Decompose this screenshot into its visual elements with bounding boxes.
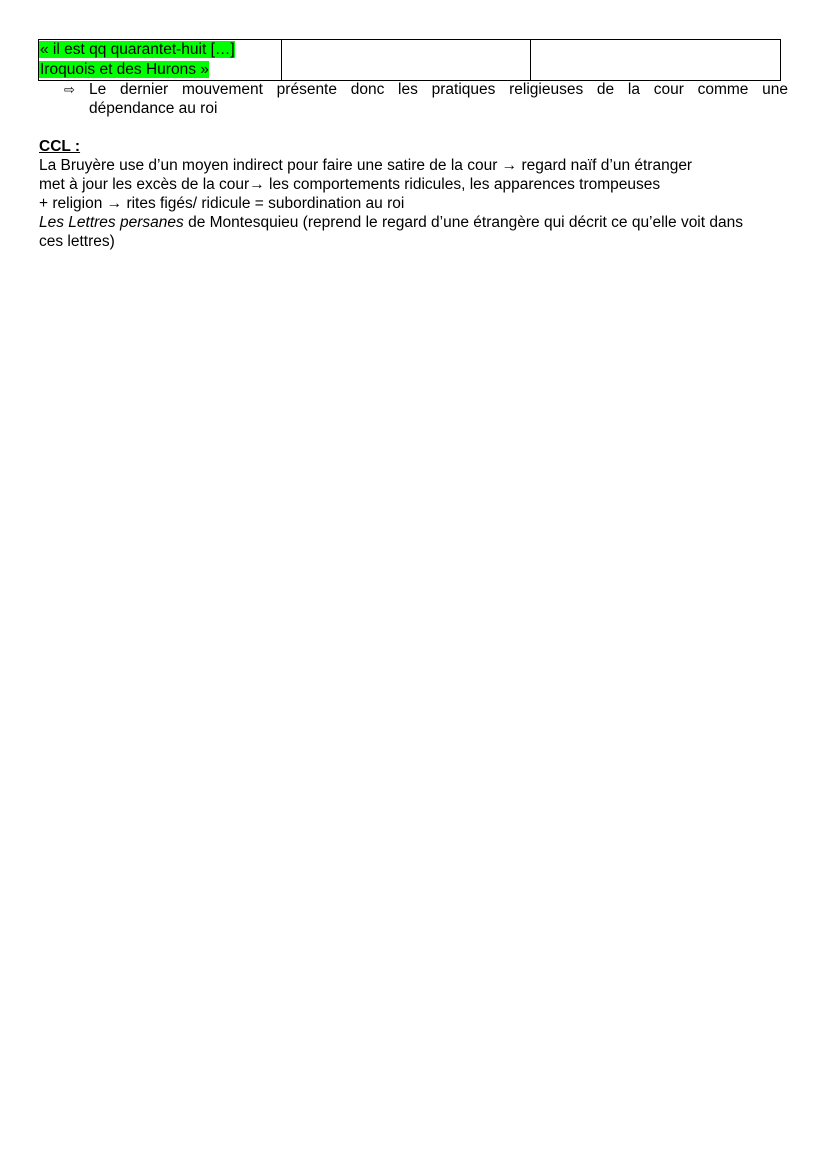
conclusion-line-4-rest: de Montesquieu (reprend le regard d’une étrangère qui décrit ce qu’elle voit dans bbox=[183, 214, 743, 231]
bullet-line-1: Le dernier mouvement présente donc les pratiques religieuses de la cour comme une bbox=[89, 81, 788, 98]
quote-line-1 bbox=[39, 40, 281, 60]
conclusion-section bbox=[39, 137, 791, 251]
outlined-right-arrow-icon: ⇨ bbox=[64, 82, 75, 97]
highlighted-text: Iroquois et des Hurons » bbox=[40, 61, 209, 78]
conclusion-heading: CCL : bbox=[39, 138, 81, 155]
table-row bbox=[39, 40, 781, 81]
notes-table bbox=[38, 39, 781, 81]
conclusion-line-2: met à jour les excès de la cour→ les comportements ridicules, les apparences trompeuses bbox=[39, 176, 661, 193]
table-cell-empty-2 bbox=[282, 40, 531, 81]
conclusion-line-3: + religion → rites figés/ ridicule = subordination au roi bbox=[39, 195, 405, 212]
book-title: Les Lettres persanes bbox=[39, 214, 184, 231]
bullet-text bbox=[89, 80, 788, 118]
bullet-line-2: dépendance au roi bbox=[89, 100, 218, 117]
conclusion-line-4 bbox=[39, 213, 791, 232]
table-cell-empty-3 bbox=[531, 40, 781, 81]
table-cell-quote bbox=[39, 40, 282, 81]
conclusion-line-1: La Bruyère use d’un moyen indirect pour faire une satire de la cour → regard naïf d’un étranger bbox=[39, 157, 693, 174]
conclusion-line-5: ces lettres) bbox=[39, 233, 115, 250]
highlighted-text: « il est qq quarantet-huit […] bbox=[40, 41, 235, 58]
quote-line-2 bbox=[39, 60, 281, 80]
